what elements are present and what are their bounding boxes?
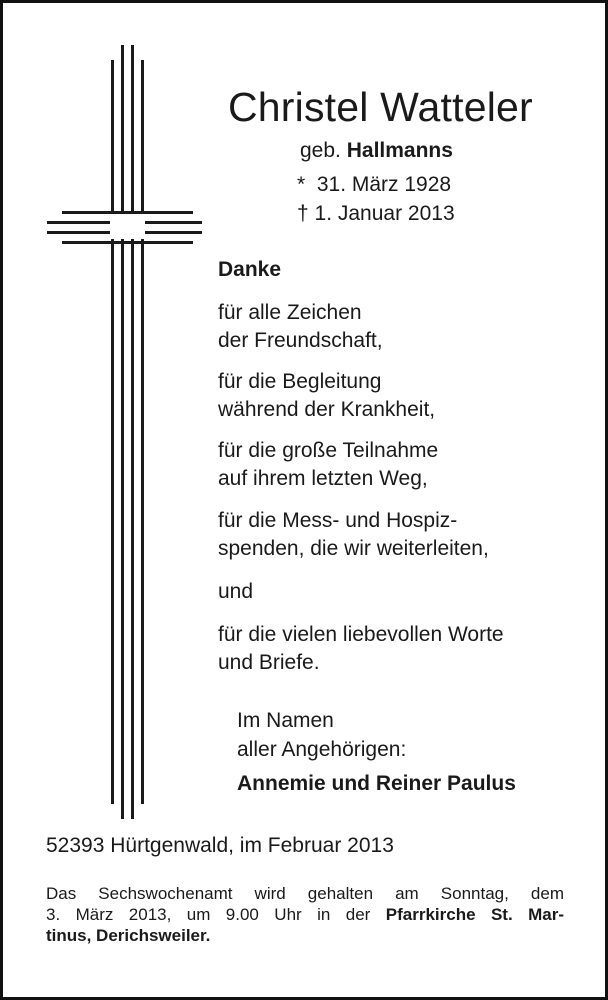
- birth-date: * 31. März 1928: [297, 173, 452, 196]
- paragraph-line: der Freundschaft,: [218, 329, 383, 352]
- paragraph-line: für die Begleitung: [218, 370, 382, 393]
- paragraph-line: für die Mess- und Hospiz-: [218, 509, 458, 532]
- place-date: 52393 Hürtgenwald, im Februar 2013: [46, 834, 394, 857]
- notice-church-cont: tinus, Derichsweiler.: [46, 926, 211, 945]
- notice-line: [46, 904, 564, 925]
- maiden-surname: Hallmanns: [346, 139, 453, 162]
- signature-names: Annemie und Reiner Paulus: [237, 772, 516, 795]
- paragraph-line: auf ihrem letzten Weg,: [218, 467, 428, 490]
- paragraph-line: und: [218, 580, 254, 603]
- maiden-prefix: geb.: [300, 139, 341, 162]
- deceased-name: Christel Watteler: [228, 84, 533, 130]
- paragraph-line: und Briefe.: [218, 651, 320, 674]
- thanks-paragraph: [218, 507, 489, 563]
- paragraph-line: für alle Zeichen: [218, 301, 362, 324]
- paragraph-line: für die vielen liebevollen Worte: [218, 623, 504, 646]
- signature-relatives: aller Angehörigen:: [237, 738, 407, 761]
- paragraph-line: für die große Teilnahme: [218, 439, 439, 462]
- notice-line: Das Sechswochenamt wird gehalten am Sonntag, dem: [46, 884, 564, 903]
- thanks-paragraph: [218, 621, 504, 677]
- death-date: † 1. Januar 2013: [297, 202, 455, 225]
- paragraph-line: während der Krankheit,: [218, 398, 436, 421]
- thanks-heading: Danke: [218, 258, 282, 281]
- notice-church: Pfarrkirche St. Mar-: [385, 905, 564, 924]
- thanks-paragraph: [218, 578, 253, 606]
- maiden-name: [300, 139, 453, 163]
- paragraph-line: spenden, die wir weiterleiten,: [218, 537, 489, 560]
- notice-line: [46, 925, 564, 946]
- signature-intro: Im Namen: [237, 709, 334, 732]
- thanks-paragraph: [218, 437, 438, 493]
- notice-text: 3. März 2013, um 9.00 Uhr in der: [46, 905, 386, 924]
- mass-notice: [46, 883, 564, 946]
- thanks-paragraph: [218, 299, 383, 355]
- thanks-paragraph: [218, 368, 435, 424]
